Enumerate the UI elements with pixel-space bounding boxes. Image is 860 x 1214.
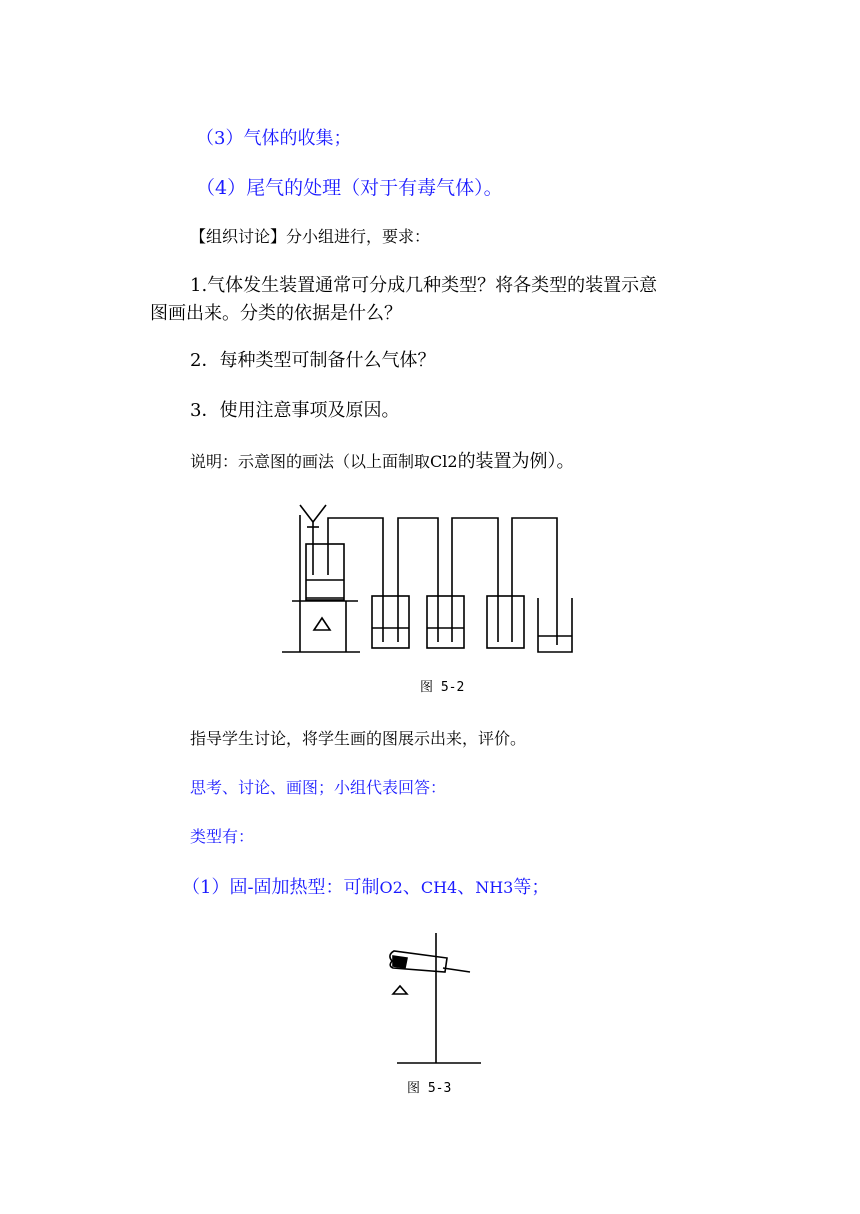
- explanation-prefix: 说明：示意图的画法（以上面制取: [190, 452, 431, 471]
- chlorine-formula: Cl2: [430, 452, 458, 471]
- funnel-right-arm: [313, 505, 326, 522]
- types-heading: 类型有：: [190, 827, 255, 846]
- methane-formula: CH4: [420, 878, 458, 897]
- figure-5-3-apparatus: [385, 928, 485, 1068]
- explanation-line: [190, 447, 575, 473]
- organize-discussion-heading: 【组织讨论】分小组进行，要求：: [190, 227, 431, 246]
- teacher-guidance: 指导学生讨论，将学生画的图展示出来，评价。: [190, 729, 527, 748]
- wash-bottle-2: [427, 596, 464, 648]
- type-1-solid-solid-heating: [182, 873, 549, 899]
- delivery-tube: [443, 968, 470, 972]
- delivery-tube-2: [398, 518, 438, 642]
- solid-reactant: [393, 956, 407, 968]
- delivery-tube-3: [452, 518, 498, 642]
- funnel-left-arm: [300, 505, 313, 522]
- delivery-tube-4: [512, 518, 557, 645]
- question-3: 3．使用注意事项及原因。: [190, 400, 400, 421]
- burner-flame: [393, 986, 407, 994]
- question-2: 2．每种类型可制备什么气体？: [190, 350, 436, 371]
- question-1-line-2: 图画出来。分类的依据是什么？: [150, 303, 402, 324]
- figure-5-3-caption: 图 5-3: [407, 1081, 452, 1096]
- type-1-prefix: （1）固-固加热型：可制: [182, 877, 380, 898]
- ammonia-formula: NH3: [475, 878, 514, 897]
- item-tail-gas-treatment: （4）尾气的处理（对于有毒气体）。: [196, 177, 503, 199]
- wash-bottle-1: [372, 596, 409, 648]
- separator-2: 、: [457, 877, 476, 898]
- reaction-flask: [306, 544, 344, 600]
- figure-5-2-apparatus: [280, 500, 580, 660]
- explanation-suffix: 的装置为例）。: [457, 451, 575, 472]
- item-gas-collection: （3）气体的收集；: [196, 128, 352, 149]
- burner-flame: [314, 618, 330, 630]
- absorption-beaker: [538, 598, 572, 652]
- question-1-line-1: 1.气体发生装置通常可分成几种类型？将各类型的装置示意: [190, 275, 658, 296]
- figure-5-2-caption: 图 5-2: [420, 680, 465, 695]
- collection-bottle: [487, 596, 524, 648]
- type-1-suffix: 等；: [513, 877, 550, 898]
- separator-1: 、: [402, 877, 421, 898]
- oxygen-formula: O2: [379, 878, 403, 897]
- student-activity: 思考、讨论、画图；小组代表回答：: [190, 778, 447, 797]
